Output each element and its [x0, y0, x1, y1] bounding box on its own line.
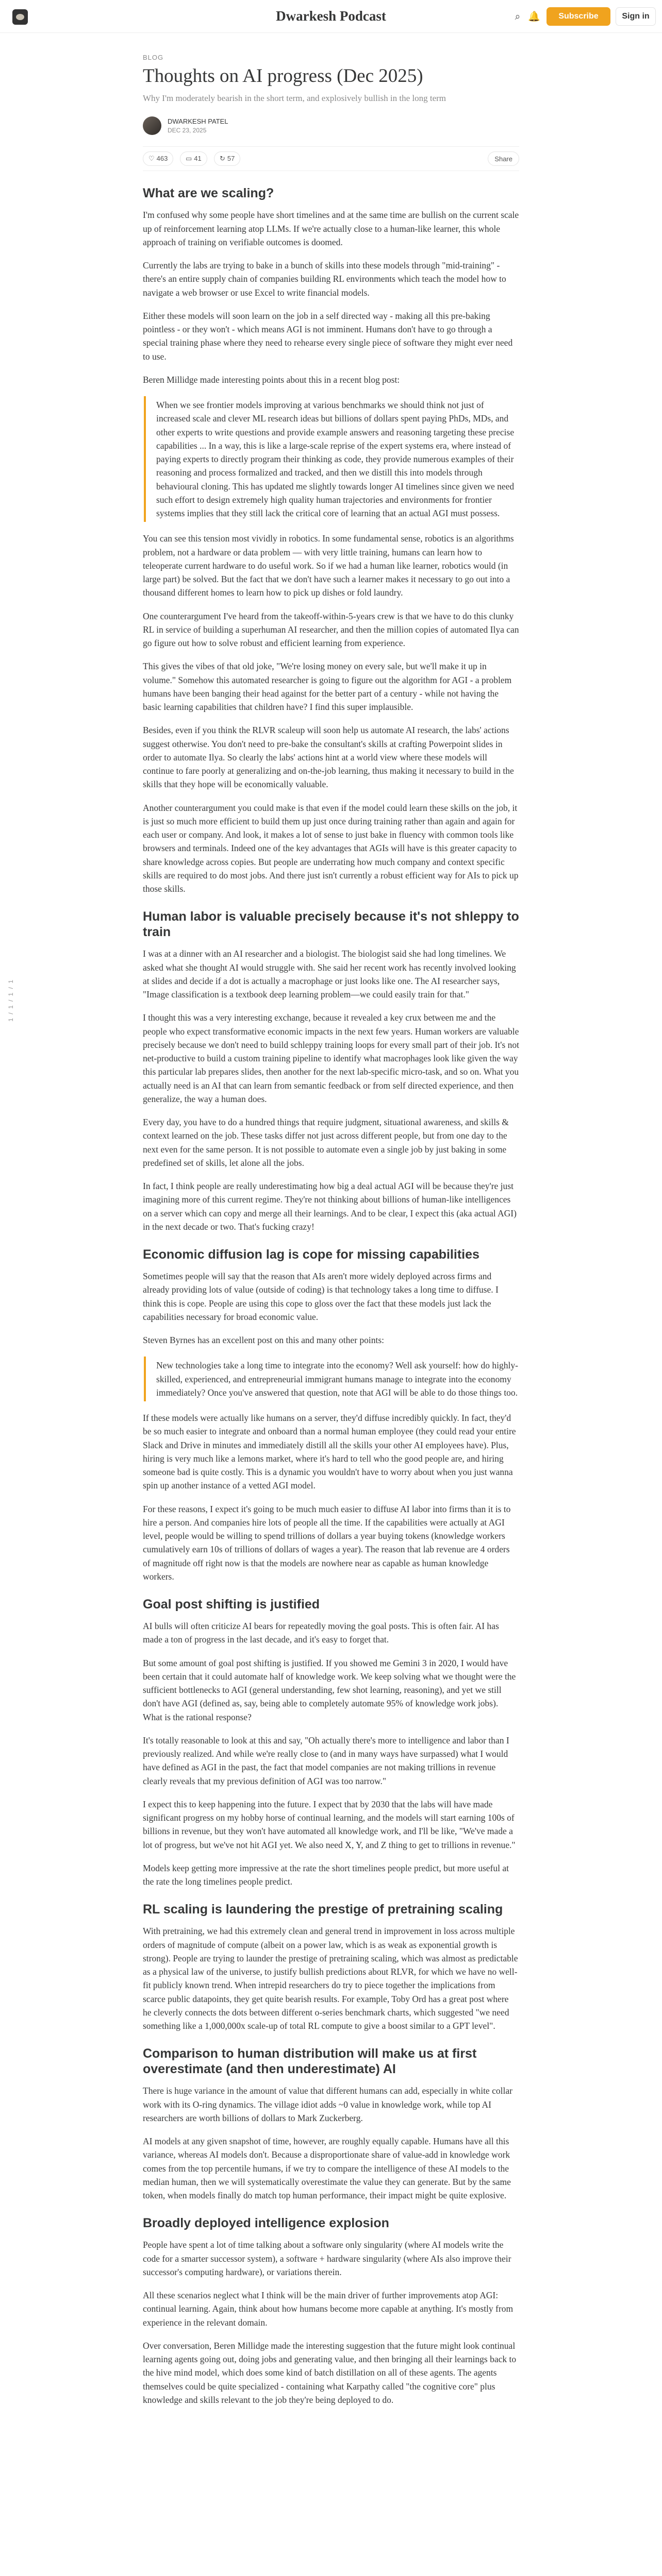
paragraph: I was at a dinner with an AI researcher and a biologist. The biologist said she had long timelines. We asked what she thought AI would struggle with. She said her recent work has recently involved looking at slides and decide if a dot is actually a macrophage or just looks like one. The AI researcher says, "Image classification is a textbook deep learning problem—we could easily train for that." [143, 948, 516, 1000]
paragraph: All these scenarios neglect what I think will be the main driver of further improvements atop AGI: continual learning. Again, think about how humans become more capable at anything. It's mostly from experience in the relevant domain. [143, 2290, 514, 2328]
block-quote [144, 1357, 519, 1401]
sign-in-button[interactable]: Sign in [616, 7, 656, 26]
paragraph: There is huge variance in the amount of value that different humans can add, especially in white collar work with its O-ring dynamics. The village idiot adds ~0 value in knowledge work, while top AI researchers are worth billions of dollars to Mark Zuckerberg. [143, 2086, 512, 2123]
top-bar [0, 0, 662, 33]
share-button[interactable]: Share [488, 151, 519, 166]
block-quote [144, 396, 519, 522]
section-heading: Economic diffusion lag is cope for missing capabilities [143, 1247, 479, 1262]
article [143, 54, 519, 2416]
paragraph: If these models were actually like humans on a server, they'd diffuse incredibly quickly. In fact, they'd be so much easier to integrate and onboard than a normal human employee (they could read your entire Slack and Drive in minutes and immediately distill all the skills your other AI employees have). Plus, hiring is very much like a lemons market, where it's hard to tell who the good people are, and hiring someone bad is quite costly. This is a dynamic you wouldn't have to worry about when you just wanna spin up another instance of a vetted AGI model. [143, 1413, 516, 1491]
author-row [143, 115, 519, 139]
paragraph: Steven Byrnes has an excellent post on this and many other points: [143, 1335, 385, 1346]
section-heading: Goal post shifting is justified [143, 1597, 320, 1612]
paragraph: It's totally reasonable to look at this and say, "Oh actually there's more to intelligence and labor than I previously realized. And while we're really close to (and in many ways have surpassed) what I would have defined as AGI in the past, the fact that model companies are not making trillions in revenue clearly reveals that my previous definition of AGI was too narrow." [143, 1735, 509, 1786]
paragraph: I expect this to keep happening into the future. I expect that by 2030 that the labs will have made significant progress on my hobby horse of continual learning, and the models will start earning 100s of billions in revenue, but they won't have automated all knowledge work, and I'll be like, "We've made a lot of progress, but we've not hit AGI yet. We also need X, Y, and Z thing to get to trillions in revenue." [143, 1799, 516, 1850]
paragraph: Either these models will soon learn on the job in a self directed way - making all this pre-baking pointless - or they won't - which means AGI is not imminent. Humans don't have to go through a special training phase where they need to rehearse every single piece of software they might ever need to use. [143, 310, 513, 362]
author-name[interactable]: DWARKESH PATEL [168, 117, 228, 126]
publish-date: DEC 23, 2025 [168, 127, 207, 134]
comment-button[interactable] [180, 151, 207, 166]
section-heading: Broadly deployed intelligence explosion [143, 2216, 389, 2231]
heart-icon: ♡ [148, 155, 155, 163]
search-icon[interactable]: ⌕ [515, 11, 521, 22]
paragraph: Models keep getting more impressive at the rate the short timelines people predict, but more useful at the rate the long timelines people predict. [143, 1862, 509, 1887]
section-heading: Human labor is valuable precisely because it's not shleppy to train [143, 909, 519, 940]
subscribe-button[interactable]: Subscribe [547, 7, 610, 26]
paragraph: I'm confused why some people have short timelines and at the same time are bullish on the current scale up of reinforcement learning atop LLMs. If we're actually close to a human-like learner, this whole approach of training on verifiable outcomes is doomed. [143, 210, 519, 247]
site-title[interactable]: Dwarkesh Podcast [276, 8, 386, 24]
avatar[interactable] [143, 116, 161, 135]
paragraph: Every day, you have to do a hundred things that require judgment, situational awareness, and skills & context learned on the job. These tasks differ not just across different people, but from one day to the next even for the same person. It is not possible to automate even a single job by just baking in some predefined set of skills, let alone all the jobs. [143, 1117, 509, 1168]
restack-count: 57 [227, 155, 235, 163]
post-subtitle: Why I'm moderately bearish in the short term, and explosively bullish in the long term [143, 93, 446, 103]
paragraph: Sometimes people will say that the reason that AIs aren't more widely deployed across firms and already providing lots of value (outside of coding) is that technology takes a long time to diffuse. I think this is cope. People are using this cope to gloss over the fact that these models just lack the capabilities necessary for broad economic value. [143, 1271, 499, 1322]
paragraph: AI models at any given snapshot of time, however, are roughly equally capable. Humans have all this variance, whereas AI models don't. Because a disproportionate share of value-add in knowledge work comes from the top percentile humans, if we try to compare the intelligence of these AI models to the median human, then we will systematically overestimate the value they can generate. But by the same token, when models finally do match top human performance, their impact might be quite explosive. [143, 2136, 511, 2201]
paragraph: Another counterargument you could make is that even if the model could learn these skills on the job, it is just so much more efficient to build them up just once during training rather than again and again for each user or company. And look, it makes a lot of sense to just bake in fluency with common tools like browsers and terminals. Indeed one of the key advantages that AGIs will have is this greater capacity to share knowledge across copies. But people are underrating how much company and context specific skills are required to do most jobs. And there just isn't currently a robust efficient way for AIs to pick up those skills. [143, 802, 519, 894]
like-count: 463 [156, 155, 168, 163]
section-heading: RL scaling is laundering the prestige of pretraining scaling [143, 1902, 503, 1917]
paragraph: People have spent a lot of time talking about a software only singularity (where AI models write the code for a smarter successor system), a software + hardware singularity (where AIs also improve their successor's computing hardware), or variations therein. [143, 2240, 511, 2277]
paragraph: One counterargument I've heard from the takeoff-within-5-years crew is that we have to do this clunky RL in service of building a superhuman AI researcher, and then the million copies of automated Ilya can go figure out how to solve robust and efficient learning from experience. [143, 611, 519, 649]
paragraph: AI bulls will often criticize AI bears for repeatedly moving the goal posts. This is often fair. AI has made a ton of progress in the last decade, and it's easy to forget that. [143, 1621, 499, 1645]
section-heading: What are we scaling? [143, 186, 274, 201]
bell-icon[interactable]: 🔔 [528, 11, 540, 22]
paragraph: Beren Millidge made interesting points about this in a recent blog post: [143, 374, 400, 385]
quote-text: When we see frontier models improving at various benchmarks we should think not just of increased scale and clever ML research ideas but billions of dollars spent paying PhDs, MDs, and other experts to write questions and provide example answers and reasoning targeting these precise capabilities ... In a way, this is like a large-scale reprise of the expert systems era, where instead of paying experts to directly program their thinking as code, they provide numerous examples of their reasoning and process formalized and tracked, and then we distill this into models through behavioural cloning. This has updated me slightly towards longer AI timelines since given we need such effort to design extremely high quality human trajectories and environments for frontier systems implies that they still lack the critical core of learning that an actual AGI must possess. [156, 400, 515, 519]
quote-text: New technologies take a long time to integrate into the economy? Well ask yourself: how do highly-skilled, experienced, and entrepreneurial immigrant humans manage to integrate into the economy immediately? Once you've answered that question, note that AGI will be able to do those things too. [156, 1360, 518, 1398]
comment-icon: ▭ [186, 155, 192, 163]
paragraph: You can see this tension most vividly in robotics. In some fundamental sense, robotics is an algorithms problem, not a hardware or data problem — with very little training, humans can learn how to teleoperate current hardware to do useful work. So if we had a human like learner, robotics would (in large part) be solved. But the fact that we don't have such a learner makes it necessary to go out into a thousand different homes to learn how to pick up dishes or fold laundry. [143, 533, 514, 598]
restack-button[interactable] [214, 151, 240, 166]
paragraph: Over conversation, Beren Millidge made the interesting suggestion that the future might look continual learning agents going out, doing jobs and generating value, and then bringing all their learnings back to the hive mind model, which does some kind of batch distillation on all of these agents. The agents themselves could be quite specialized - containing what Karpathy called "the cognitive core" plus knowledge and skills relevant to the job they're being deployed to do. [143, 2340, 517, 2405]
paragraph: In fact, I think people are really underestimating how big a deal actual AGI will be because they're just imagining more of this current regime. They're not thinking about billions of human-like intelligences on a server which can copy and merge all their learnings. And to be clear, I expect this (aka actual AGI) in the next decade or two. That's fucking crazy! [143, 1181, 517, 1232]
paragraph: But some amount of goal post shifting is justified. If you showed me Gemini 3 in 2020, I would have been certain that it could automate half of knowledge work. We keep solving what we thought were the sufficient bottlenecks to AGI (general understanding, few shot learning, reasoning), and yet we still don't have AGI (defined as, say, being able to completely automate 95% of knowledge work jobs). What is the rational response? [143, 1657, 516, 1722]
paragraph: I thought this was a very interesting exchange, because it revealed a key crux between me and the people who expect transformative economic impacts in the next few years. Human workers are valuable precisely because we don't need to build schleppy training loops for every small part of their job. It's not net-productive to build a custom training pipeline to identify what macrophages look like given the way this particular lab prepares slides, then another for the next lab-specific micro-task, and so on. What you actually need is an AI that can learn from semantic feedback or from self directed experience, and then generalize, the way a human does. [143, 1012, 519, 1104]
section-label[interactable]: BLOG [143, 54, 164, 61]
paragraph: For these reasons, I expect it's going to be much much easier to diffuse AI labor into firms than it is to hire a person. And companies hire lots of people all the time. If the capabilities were actually at AGI level, people would be willing to spend trillions of dollars a year buying tokens (knowledge workers cumulatively earn 10s of trillions of dollars of wages a year). The reason that lab revenue are 4 orders of magnitude off right now is that the models are nowhere near as capable as human knowledge workers. [143, 1503, 511, 1582]
paragraph: Currently the labs are trying to bake in a bunch of skills into these models through "mid-training" - there's an entire supply chain of companies building RL environments which teach the model how to navigate a web browser or use Excel to write financial models. [143, 260, 506, 298]
like-button[interactable] [143, 151, 173, 166]
section-heading: Comparison to human distribution will make us at first overestimate (and then underestimate) AI [143, 2046, 477, 2077]
post-title: Thoughts on AI progress (Dec 2025) [143, 65, 423, 87]
paragraph: This gives the vibes of that old joke, "We're losing money on every sale, but we'll make it up in volume." Somehow this automated researcher is going to figure out the algorithm for AGI - a problem humans have been banging their head against for the better part of a century - while not having the basic learning capabilities that children have? I find this super implausible. [143, 661, 512, 713]
side-counter: 1 / 1 / 1 / 1 [7, 979, 14, 1022]
article-body [143, 185, 519, 2406]
paragraph: With pretraining, we had this extremely clean and general trend in improvement in loss across multiple orders of magnitude of compute (albeit on a power law, which is as weak as exponential growth is strong). People are trying to launder the prestige of pretraining scaling, which was almost as predictable as a physical law of the universe, to justify bullish predictions about RLVR, for which we have no well-fit publicly known trend. When intrepid researchers do try to piece together the implications from scarce public datapoints, they get quite bearish results. For example, Toby Ord has a great post where he cleverly connects the dots between different o-series benchmark charts, which suggested "we need something like a 1,000,000x scale-up of total RL compute to give a boost similar to a GPT level". [143, 1926, 518, 2031]
restack-icon: ↻ [220, 155, 225, 163]
paragraph: Besides, even if you think the RLVR scaleup will soon help us automate AI research, the labs' actions suggest otherwise. You don't need to pre-bake the consultant's skills at crafting Powerpoint slides in order to automate Ilya. So clearly the labs' actions hint at a world view where these models will continue to fare poorly at generalizing and on-the-job learning, thus making it necessary to build in the skills that they hope will be economically valuable. [143, 725, 514, 790]
post-actions [143, 146, 519, 171]
comment-count: 41 [194, 155, 202, 163]
